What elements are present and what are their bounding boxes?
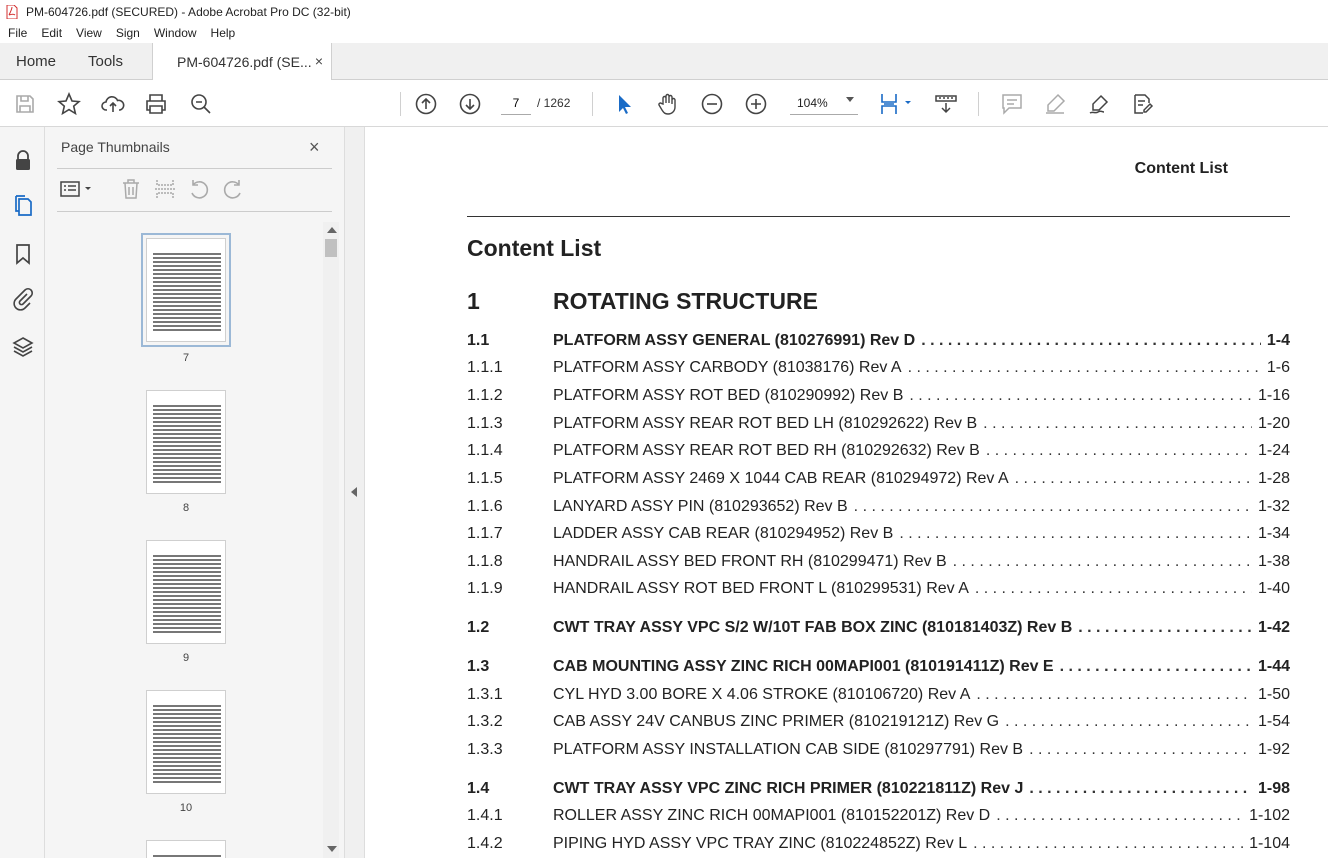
toc-entry-page: 1-40	[1257, 580, 1290, 597]
page-title: Content List	[467, 235, 602, 261]
window-title: PM-604726.pdf (SECURED) - Adobe Acrobat Pro DC (32-bit)	[26, 4, 351, 19]
toc-entry[interactable]	[467, 835, 1290, 857]
toolbar-separator	[592, 92, 593, 116]
toc-entry-page: 1-92	[1257, 741, 1290, 758]
toc-dot-leader	[996, 807, 1243, 825]
edit-pdf-icon[interactable]	[1131, 92, 1155, 116]
menu-view[interactable]: View	[76, 26, 102, 40]
toc-entry-page: 1-28	[1257, 470, 1290, 487]
toc-entry-number: 1.1	[467, 332, 490, 349]
thumbnail-scrollbar[interactable]	[323, 222, 339, 858]
toc-entry-page: 1-102	[1249, 807, 1290, 824]
toc-entry-title: CWT TRAY ASSY VPC ZINC RICH PRIMER (810221811Z) Rev J	[553, 780, 1024, 797]
toc-entry-number: 1.1.9	[467, 580, 503, 597]
tab-document-label: PM-604726.pdf (SE...	[177, 53, 312, 70]
bookmark-star-icon[interactable]	[57, 92, 81, 116]
toolbar-separator	[978, 92, 979, 116]
scroll-up-icon[interactable]	[327, 227, 337, 233]
zoom-out-icon[interactable]	[700, 92, 724, 116]
toc-entry-title: HANDRAIL ASSY ROT BED FRONT L (810299531) Rev A	[553, 580, 969, 597]
main-toolbar	[0, 80, 1328, 127]
toc-dot-leader	[953, 553, 1252, 571]
window-titlebar	[0, 0, 1328, 23]
thumbnail-preview	[153, 705, 221, 785]
cloud-upload-icon[interactable]	[101, 92, 125, 116]
chevron-down-icon	[846, 97, 854, 102]
toc-entry-title: ROLLER ASSY ZINC RICH 00MAPI001 (810152201Z) Rev D	[553, 807, 991, 824]
toc-entry[interactable]	[467, 658, 1290, 680]
toc-dot-leader	[908, 359, 1261, 377]
scrollbar-thumb[interactable]	[325, 239, 337, 257]
toc-entry-number: 1.3.1	[467, 686, 503, 703]
comment-icon[interactable]	[1000, 92, 1024, 116]
toc-entry[interactable]	[467, 780, 1290, 802]
toc-entry-page: 1-54	[1257, 713, 1290, 730]
menu-window[interactable]: Window	[153, 26, 197, 40]
zoom-value: 104%	[797, 96, 828, 110]
rotate-clockwise-icon[interactable]	[221, 177, 245, 201]
find-zoom-icon[interactable]	[189, 92, 213, 116]
toc-entry-title: HANDRAIL ASSY BED FRONT RH (810299471) Rev B	[553, 553, 947, 570]
menu-help[interactable]: Help	[210, 26, 236, 40]
toc-entry-number: 1.2	[467, 619, 490, 636]
menu-file[interactable]: File	[8, 26, 28, 40]
rotate-counterclockwise-icon[interactable]	[187, 177, 211, 201]
toc-dot-leader	[909, 387, 1252, 405]
toc-dot-leader	[975, 580, 1252, 598]
fill-sign-icon[interactable]	[1087, 92, 1111, 116]
menu-edit[interactable]: Edit	[41, 26, 63, 40]
collapse-panel-icon[interactable]	[351, 487, 357, 497]
toc-entry[interactable]	[467, 498, 1290, 520]
toc-dot-leader	[1029, 741, 1252, 759]
toc-entry-number: 1.1.6	[467, 498, 503, 515]
toc-entry[interactable]	[467, 442, 1290, 464]
page-thumbnail[interactable]	[146, 238, 226, 342]
divider	[57, 211, 332, 212]
panel-title: Page Thumbnails	[61, 139, 170, 155]
toc-entry[interactable]	[467, 619, 1290, 641]
toc-entry-number: 1.1.8	[467, 553, 503, 570]
tab-bar	[0, 43, 1328, 80]
toc-entry[interactable]	[467, 525, 1290, 547]
toc-entry-title: PLATFORM ASSY REAR ROT BED RH (810292632) Rev B	[553, 442, 980, 459]
layers-icon[interactable]	[11, 335, 35, 359]
toc-entry-title: PLATFORM ASSY GENERAL (810276991) Rev D	[553, 332, 916, 349]
attachments-icon[interactable]	[11, 287, 35, 311]
select-cursor-icon[interactable]	[612, 92, 636, 116]
toc-entry-page: 1-24	[1257, 442, 1290, 459]
header-rule	[467, 216, 1290, 217]
tab-tools[interactable]: Tools	[88, 53, 124, 70]
thumbnail-list	[45, 222, 323, 858]
divider	[57, 168, 332, 169]
document-view[interactable]	[366, 127, 1328, 858]
tab-close-icon[interactable]: ×	[314, 53, 323, 69]
toc-entry[interactable]	[467, 713, 1290, 735]
menu-sign[interactable]: Sign	[115, 26, 140, 40]
toc-dot-leader	[1015, 470, 1252, 488]
toc-entry-title: CAB ASSY 24V CANBUS ZINC PRIMER (810219121Z) Rev G	[553, 713, 1000, 730]
menu-bar	[0, 23, 1328, 43]
toc-entry-title: PLATFORM ASSY INSTALLATION CAB SIDE (810297791) Rev B	[553, 741, 1024, 758]
extract-page-icon[interactable]	[153, 177, 177, 201]
toc-entry-page: 1-32	[1257, 498, 1290, 515]
page-thumbnails-panel	[45, 127, 345, 858]
next-page-icon[interactable]	[458, 92, 482, 116]
toc-entry-number: 1.1.3	[467, 415, 503, 432]
toc-entry-title: CWT TRAY ASSY VPC S/2 W/10T FAB BOX ZINC (810181403Z) Rev B	[553, 619, 1073, 636]
tab-home[interactable]: Home	[16, 53, 57, 70]
toc-entry[interactable]	[467, 741, 1290, 763]
toc-dot-leader	[983, 415, 1252, 433]
bookmarks-icon[interactable]	[11, 242, 35, 266]
zoom-dropdown[interactable]	[790, 91, 858, 115]
toc-dot-leader	[899, 525, 1252, 543]
toc-entry-page: 1-44	[1257, 658, 1290, 675]
toc-dot-leader	[973, 835, 1243, 853]
thumbnail-page-number: 7	[182, 352, 190, 364]
toc-dot-leader	[1005, 713, 1252, 731]
toc-entry[interactable]	[467, 359, 1290, 381]
acrobat-pdf-icon	[6, 5, 18, 19]
page-thumbnails-icon[interactable]	[11, 194, 35, 218]
toc-dot-leader	[1078, 619, 1252, 637]
toc-entry-number: 1.1.4	[467, 442, 503, 459]
thumbnail-page-number: 9	[182, 652, 190, 664]
toc-entry-page: 1-104	[1249, 835, 1290, 852]
toc-entry-number: 1.1.5	[467, 470, 503, 487]
thumbnail-preview	[153, 405, 221, 485]
toc-entry-number: 1.4	[467, 780, 490, 797]
section-number: 1	[467, 288, 480, 314]
options-menu-icon[interactable]	[59, 177, 97, 201]
toc-entry[interactable]	[467, 470, 1290, 492]
panel-collapse-strip[interactable]	[345, 127, 365, 858]
toc-entry-number: 1.3.2	[467, 713, 503, 730]
page-number-input[interactable]	[501, 91, 531, 115]
page-total: / 1262	[537, 96, 571, 110]
toc-entry-title: PLATFORM ASSY REAR ROT BED LH (810292622) Rev B	[553, 415, 978, 432]
page-thumbnail[interactable]	[146, 540, 226, 644]
toc-dot-leader	[1060, 658, 1252, 676]
lock-icon[interactable]	[11, 149, 35, 173]
toc-dot-leader	[854, 498, 1252, 516]
thumbnail-page-number: 10	[179, 802, 193, 814]
toc-entry-number: 1.3	[467, 658, 490, 675]
toc-entry-page: 1-50	[1257, 686, 1290, 703]
toc-entry-title: LANYARD ASSY PIN (810293652) Rev B	[553, 498, 848, 515]
toc-entry-number: 1.3.3	[467, 741, 503, 758]
toc-dot-leader	[986, 442, 1252, 460]
toc-entry-number: 1.1.7	[467, 525, 503, 542]
toc-dot-leader	[976, 686, 1252, 704]
print-icon[interactable]	[144, 92, 168, 116]
tab-document[interactable]	[152, 43, 332, 80]
page-display-icon[interactable]	[878, 92, 914, 116]
toc-entry-title: PLATFORM ASSY CARBODY (81038176) Rev A	[553, 359, 902, 376]
section-title: ROTATING STRUCTURE	[553, 288, 818, 314]
toc-entry-title: PLATFORM ASSY 2469 X 1044 CAB REAR (810294972) Rev A	[553, 470, 1009, 487]
toc-entry-number: 1.4.2	[467, 835, 503, 852]
zoom-in-icon[interactable]	[744, 92, 768, 116]
toc-entry-page: 1-38	[1257, 553, 1290, 570]
scroll-down-icon[interactable]	[327, 846, 337, 852]
toc-entry-page: 1-16	[1257, 387, 1290, 404]
toc-entry[interactable]	[467, 580, 1290, 602]
previous-page-icon[interactable]	[414, 92, 438, 116]
delete-page-icon[interactable]	[119, 177, 143, 201]
toc-entry-title: CYL HYD 3.00 BORE X 4.06 STROKE (810106720) Rev A	[553, 686, 971, 703]
toc-entry-page: 1-98	[1257, 780, 1290, 797]
close-icon[interactable]: ×	[309, 137, 320, 157]
toc-entry-page: 1-34	[1257, 525, 1290, 542]
thumbnail-preview	[153, 555, 221, 635]
toc-entry-page: 1-20	[1257, 415, 1290, 432]
toc-entry-page: 1-42	[1257, 619, 1290, 636]
save-icon[interactable]	[13, 92, 37, 116]
toolbar-separator	[400, 92, 401, 116]
toc-entry[interactable]	[467, 415, 1290, 437]
toc-entry-title: CAB MOUNTING ASSY ZINC RICH 00MAPI001 (810191411Z) Rev E	[553, 658, 1054, 675]
toc-entry-title: PIPING HYD ASSY VPC TRAY ZINC (810224852Z) Rev L	[553, 835, 968, 852]
toc-entry[interactable]	[467, 686, 1290, 708]
page-thumbnail[interactable]	[146, 390, 226, 494]
page-thumbnail[interactable]	[146, 690, 226, 794]
navigation-rail	[0, 127, 45, 858]
toc-entry[interactable]	[467, 553, 1290, 575]
toc-entry[interactable]	[467, 387, 1290, 409]
toc-entry-title: PLATFORM ASSY ROT BED (810290992) Rev B	[553, 387, 904, 404]
page-thumbnail[interactable]	[146, 840, 226, 858]
thumbnail-page-number: 8	[182, 502, 190, 514]
toc-entry[interactable]	[467, 332, 1290, 354]
toc-entry-number: 1.4.1	[467, 807, 503, 824]
toc-entry-page: 1-4	[1266, 332, 1290, 349]
highlight-pen-icon[interactable]	[1043, 92, 1067, 116]
toc-entry-title: LADDER ASSY CAB REAR (810294952) Rev B	[553, 525, 894, 542]
hand-tool-icon[interactable]	[656, 92, 680, 116]
scrolling-mode-icon[interactable]	[934, 92, 958, 116]
toc-entry-page: 1-6	[1266, 359, 1290, 376]
running-header: Content List	[1134, 160, 1228, 177]
toc-dot-leader	[921, 332, 1261, 350]
toc-entry[interactable]	[467, 807, 1290, 829]
toc-entry-number: 1.1.2	[467, 387, 503, 404]
thumbnail-preview	[153, 253, 221, 333]
toc-dot-leader	[1029, 780, 1252, 798]
toc-entry-number: 1.1.1	[467, 359, 503, 376]
